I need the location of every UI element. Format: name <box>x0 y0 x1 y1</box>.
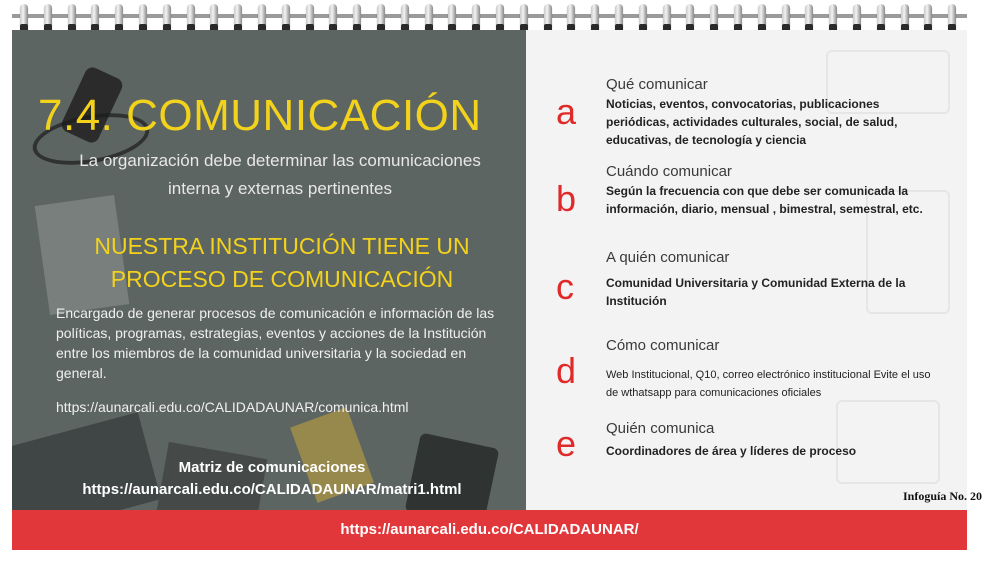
item-question: Cómo comunicar <box>606 337 720 354</box>
item-letter: c <box>556 266 574 307</box>
page-subtitle: La organización debe determinar las comunicaciones interna y externas pertinentes <box>79 151 481 198</box>
item-answer: Noticias, eventos, convocatorias, publicaciones periódicas, actividades culturales, social, de salud, educativas, de tecnología y ciencia <box>606 97 898 147</box>
item-letter: b <box>556 178 577 219</box>
right-panel <box>526 30 967 510</box>
matrix-block <box>62 457 482 501</box>
item-letter: e <box>556 423 577 464</box>
item-question: A quién comunicar <box>606 249 730 266</box>
footer-bar <box>12 510 967 550</box>
item-answer: Coordinadores de área y líderes de proceso <box>606 444 857 458</box>
page-title: 7.4. COMUNICACIÓN <box>38 91 482 140</box>
item-question: Cuándo comunicar <box>606 163 732 180</box>
matrix-link[interactable]: https://aunarcali.edu.co/CALIDADAUNAR/matri1.html <box>82 481 462 498</box>
matrix-label: Matriz de comunicaciones <box>178 459 366 476</box>
item-letter: a <box>556 91 577 132</box>
item-answer: Según la frecuencia con que debe ser comunicada la información, diario, mensual , bimestral, semestral, etc. <box>606 184 923 216</box>
item-answer: Web Institucional, Q10, correo electrónico institucional Evite el uso de wthatsapp para comunicaciones oficiales <box>606 369 931 399</box>
binding-wire <box>12 14 967 18</box>
process-heading: NUESTRA INSTITUCIÓN TIENE UN PROCESO DE COMUNICACIÓN <box>94 233 470 292</box>
footer-link[interactable]: https://aunarcali.edu.co/CALIDADAUNAR/ <box>340 521 639 538</box>
item-question: Quién comunica <box>606 420 715 437</box>
item-question: Qué comunicar <box>606 76 708 93</box>
item-answer: Comunidad Universitaria y Comunidad Externa de la Institución <box>606 276 906 308</box>
item-letter: d <box>556 350 577 391</box>
left-panel <box>12 30 526 510</box>
infoguide-tag: Infoguía No. 20 <box>902 489 982 503</box>
process-description: Encargado de generar procesos de comunicación e información de las políticas, programas, estrategias, eventos y acciones de la Institución entre los miembros de la comunidad universitaria y la sociedad en general. <box>56 305 495 381</box>
communication-link[interactable]: https://aunarcali.edu.co/CALIDADAUNAR/comunica.html <box>56 399 409 415</box>
